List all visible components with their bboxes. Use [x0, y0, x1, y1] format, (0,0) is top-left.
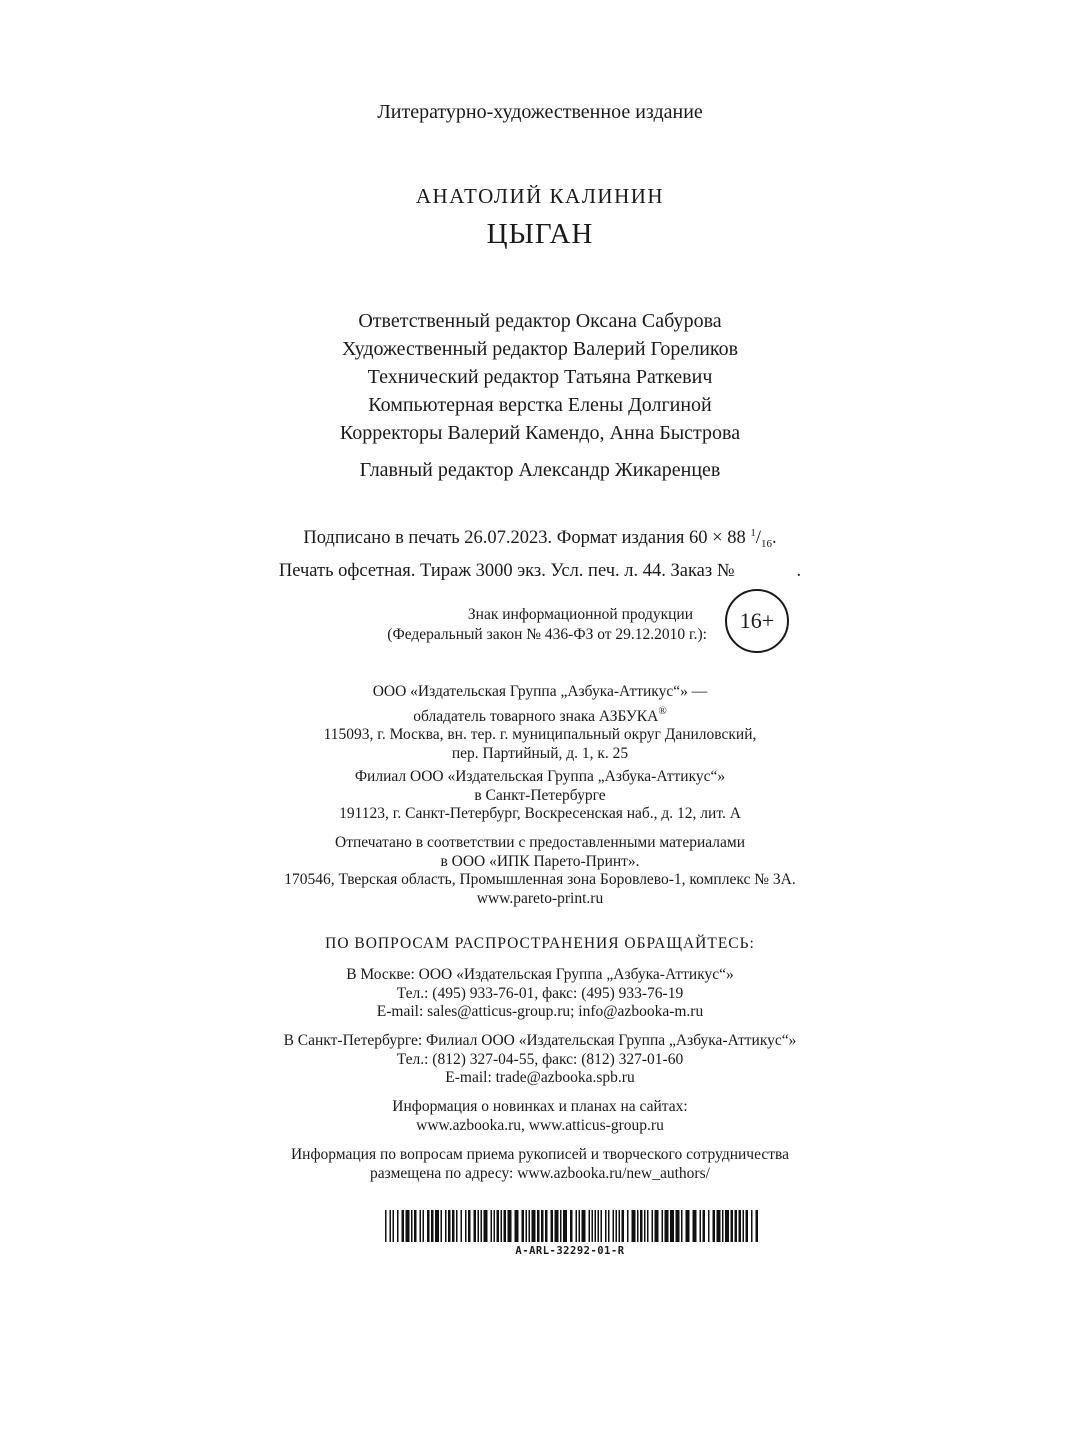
- publisher-line: 115093, г. Москва, вн. тер. г. муниципальный округ Даниловский,: [323, 726, 757, 743]
- print-line-2-end: .: [796, 561, 802, 581]
- info-sign-line: Знак информационной продукции: [467, 606, 693, 623]
- spb-line: Тел.: (812) 327-04-55, факс: (812) 327-01-60: [396, 1050, 684, 1068]
- book-title: ЦЫГАН: [486, 218, 594, 250]
- distribution-moscow: [0, 966, 1080, 1022]
- credit-line: Корректоры Валерий Камендо, Анна Быстрова: [339, 422, 741, 444]
- barcode-icon: [385, 1210, 758, 1242]
- chief-editor: Главный редактор Александр Жикаренцев: [359, 459, 721, 481]
- print-line-2: [0, 558, 1080, 585]
- format-fraction-slash: /: [755, 528, 762, 548]
- news-line: Информация о новинках и планах на сайтах:: [392, 1098, 688, 1115]
- age-rating-badge: 16+: [725, 589, 789, 653]
- print-line-1-end: .: [772, 528, 777, 548]
- publisher-info: [0, 683, 1080, 763]
- branch-line: в Санкт-Петербурге: [474, 786, 606, 804]
- printer-line: Отпечатано в соответствии с предоставленными материалами: [335, 834, 745, 851]
- print-line-1: [0, 520, 1080, 558]
- print-format-text: Подписано в печать 26.07.2023. Формат издания 60 × 88: [303, 528, 746, 548]
- manuscripts-info: [0, 1146, 1080, 1183]
- moscow-line: Тел.: (495) 933-76-01, факс: (495) 933-76-19: [396, 984, 684, 1002]
- manuscripts-line: размещена по адресу: www.azbooka.ru/new_authors/: [370, 1164, 710, 1182]
- info-sign-law: (Федеральный закон № 436-ФЗ от 29.12.2010 г.):: [387, 626, 707, 643]
- author-name: АНАТОЛИЙ КАЛИНИН: [415, 184, 665, 208]
- printer-line: 170546, Тверская область, Промышленная зона Боровлево-1, комплекс № 3А.: [284, 871, 796, 888]
- spb-line: В Санкт-Петербурге: Филиал ООО «Издательская Группа „Азбука-Аттикус“»: [283, 1032, 797, 1049]
- print-details: [0, 520, 1080, 585]
- moscow-line: В Москве: ООО «Издательская Группа „Азбука-Аттикус“»: [346, 966, 734, 983]
- manuscripts-line: Информация по вопросам приема рукописей и творческого сотрудничества: [290, 1146, 790, 1163]
- printer-line: в ООО «ИПК Парето-Принт».: [440, 852, 640, 870]
- format-fraction-denominator: 16: [761, 538, 773, 550]
- publisher-line: ООО «Издательская Группа „Азбука-Аттикус“» —: [372, 683, 708, 700]
- print-run-text: Печать офсетная. Тираж 3000 экз. Усл. печ. л. 44. Заказ №: [278, 561, 735, 581]
- branch-line: 191123, г. Санкт-Петербург, Воскресенская наб., д. 12, лит. А: [339, 805, 741, 822]
- credit-line: Художественный редактор Валерий Гореликов: [341, 338, 739, 360]
- news-info: [0, 1098, 1080, 1135]
- credit-line: Ответственный редактор Оксана Сабурова: [358, 310, 722, 332]
- moscow-line: E-mail: sales@atticus-group.ru; info@azbooka-m.ru: [376, 1003, 704, 1020]
- branch-info: [0, 768, 1080, 824]
- publisher-trademark: [0, 702, 1080, 727]
- spb-line: E-mail: trade@azbooka.spb.ru: [445, 1069, 635, 1086]
- editorial-credits: [0, 307, 1080, 447]
- registered-mark: ®: [658, 704, 667, 717]
- distribution-heading: ПО ВОПРОСАМ РАСПРОСТРАНЕНИЯ ОБРАЩАЙТЕСЬ:: [325, 935, 755, 952]
- printer-line: www.pareto-print.ru: [476, 889, 604, 907]
- distribution-spb: [0, 1032, 1080, 1088]
- credit-line: Компьютерная верстка Елены Долгиной: [368, 394, 712, 416]
- edition-type: Литературно-художественное издание: [377, 101, 703, 123]
- trademark-text: обладатель товарного знака АЗБУКА: [413, 707, 659, 725]
- printer-info: [0, 834, 1080, 908]
- credit-line: Технический редактор Татьяна Раткевич: [367, 366, 713, 388]
- publisher-line: пер. Партийный, д. 1, к. 25: [451, 744, 629, 762]
- news-line: www.azbooka.ru, www.atticus-group.ru: [416, 1116, 664, 1134]
- barcode-label: A-ARL-32292-01-R: [515, 1245, 625, 1257]
- branch-line: Филиал ООО «Издательская Группа „Азбука-Аттикус“»: [354, 768, 726, 785]
- format-fraction-numerator: 1: [750, 527, 756, 539]
- info-sign-text: [300, 605, 707, 645]
